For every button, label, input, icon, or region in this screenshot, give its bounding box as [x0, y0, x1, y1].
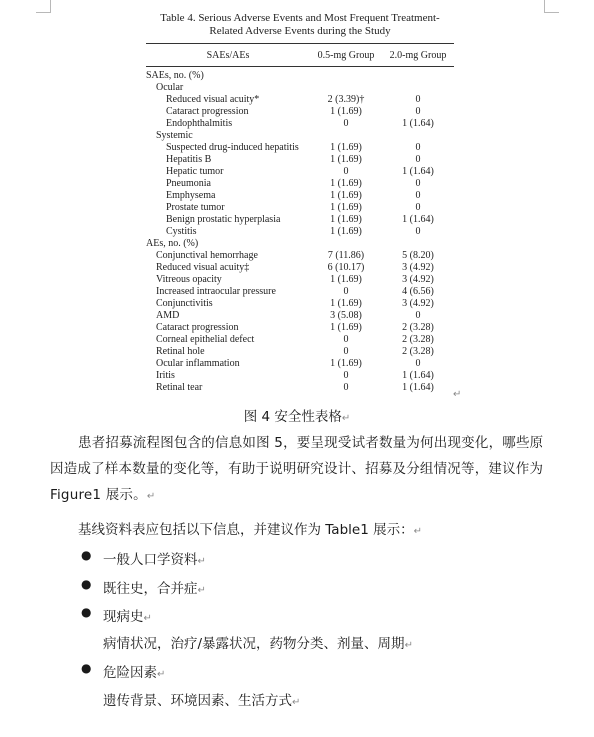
cell-2-0mg: 0	[415, 226, 421, 237]
row-label: Systemic	[156, 130, 193, 141]
cell-2-0mg: 2 (3.28)	[402, 334, 434, 345]
row-label: AEs, no. (%)	[146, 238, 199, 249]
cell-2-0mg: 5 (8.20)	[402, 250, 434, 261]
cell-0-5mg: 1 (1.69)	[330, 358, 362, 369]
cell-0-5mg: 1 (1.69)	[330, 274, 362, 285]
figure-caption-text: 图 4 安全性表格	[243, 409, 342, 425]
table-row	[146, 82, 454, 94]
bullet-icon: ●	[81, 661, 92, 675]
row-label: SAEs, no. (%)	[146, 70, 204, 81]
row-label: Suspected drug-induced hepatitis	[166, 142, 299, 153]
cell-0-5mg	[310, 70, 382, 82]
cell-0-5mg: 1 (1.69)	[330, 322, 362, 333]
paragraph-mark-icon: ↵	[453, 389, 462, 400]
cell-2-0mg: 2 (3.28)	[402, 322, 434, 333]
cell-2-0mg: 0	[415, 94, 421, 105]
cell-0-5mg: 1 (1.69)	[330, 142, 362, 153]
paragraph-baseline-text: 基线资料表应包括以下信息，并建议作为 Table1 展示：	[78, 522, 414, 538]
table-row	[146, 346, 454, 358]
paragraph-mark-icon: ↵	[413, 526, 422, 537]
cell-2-0mg: 3 (4.92)	[402, 274, 434, 285]
figure-caption	[0, 405, 594, 425]
cell-2-0mg: 0	[415, 154, 421, 165]
cell-0-5mg: 1 (1.69)	[330, 214, 362, 225]
table-row	[146, 358, 454, 370]
list-item-detail-text: 病情状况，治疗/暴露状况，药物分类、剂量、周期	[103, 636, 405, 652]
table-caption	[146, 12, 454, 38]
row-label: Conjunctivitis	[156, 298, 213, 309]
cell-0-5mg: 0	[343, 286, 349, 297]
table-row	[146, 154, 454, 166]
cell-2-0mg: 2 (3.28)	[402, 346, 434, 357]
row-label: Cystitis	[166, 226, 197, 237]
paragraph-mark-icon: ↵	[197, 585, 206, 596]
cell-2-0mg: 1 (1.64)	[402, 166, 434, 177]
paragraph-mark-icon: ↵	[404, 640, 413, 651]
cell-0-5mg: 6 (10.17)	[327, 262, 365, 273]
cell-0-5mg: 0	[343, 370, 349, 381]
paragraph-mark-icon: ↵	[197, 556, 206, 567]
header-cell-0-5mg: 0.5-mg Group	[317, 49, 375, 61]
table-row	[146, 298, 454, 310]
list-item-text: 一般人口学资料	[103, 552, 198, 568]
cell-2-0mg: 1 (1.64)	[402, 214, 434, 225]
row-label: Increased intraocular pressure	[156, 286, 276, 297]
paragraph-recruitment-text: 患者招募流程图包含的信息如图 5，要呈现受试者数量为何出现变化，哪些原因造成了样本数量的变化等，有助于说明研究设计、招募及分组情况等，建议作为 Figure1 展示。	[50, 435, 544, 503]
row-label: Conjunctival hemorrhage	[156, 250, 258, 261]
table-row	[146, 214, 454, 226]
table-row	[146, 70, 454, 82]
cell-2-0mg: 0	[415, 178, 421, 189]
cell-0-5mg: 0	[343, 346, 349, 357]
header-cell-saes-aes: SAEs/AEs	[206, 49, 250, 61]
table-row	[146, 190, 454, 202]
row-label: Benign prostatic hyperplasia	[166, 214, 281, 225]
paragraph-baseline	[78, 517, 578, 545]
row-label: Prostate tumor	[166, 202, 225, 213]
bullet-icon: ●	[81, 605, 92, 619]
cell-2-0mg	[382, 70, 454, 82]
cell-0-5mg: 1 (1.69)	[330, 202, 362, 213]
cell-2-0mg: 0	[415, 358, 421, 369]
list-item-text: 既往史，合并症	[103, 581, 198, 597]
row-label: Reduced visual acuity‡	[156, 262, 250, 273]
table-row	[146, 250, 454, 262]
table-row	[146, 274, 454, 286]
table-row	[146, 94, 454, 106]
cell-0-5mg: 1 (1.69)	[330, 178, 362, 189]
paragraph-mark-icon: ↵	[143, 613, 152, 624]
table-row	[146, 202, 454, 214]
cell-0-5mg: 3 (5.08)	[330, 310, 362, 321]
table-header-row	[146, 44, 454, 66]
cell-2-0mg: 1 (1.64)	[402, 382, 434, 393]
cell-2-0mg: 4 (6.56)	[402, 286, 434, 297]
table-row	[146, 382, 454, 394]
table-row	[146, 226, 454, 238]
cell-2-0mg: 0	[415, 202, 421, 213]
cell-2-0mg: 3 (4.92)	[402, 262, 434, 273]
table-row	[146, 322, 454, 334]
table-row	[146, 130, 454, 142]
paragraph-mark-icon: ↵	[341, 413, 351, 424]
table-caption-line-2: Related Adverse Events during the Study	[209, 25, 391, 37]
cell-0-5mg: 2 (3.39)†	[327, 94, 365, 105]
cell-2-0mg	[382, 82, 454, 94]
cell-2-0mg: 1 (1.64)	[402, 370, 434, 381]
cell-2-0mg	[382, 130, 454, 142]
paragraph-recruitment	[50, 430, 550, 510]
bullet-icon: ●	[81, 577, 92, 591]
table-row	[146, 118, 454, 130]
header-cell-2-0mg: 2.0-mg Group	[389, 49, 447, 61]
row-label: Vitreous opacity	[156, 274, 222, 285]
bullet-icon: ●	[81, 548, 92, 562]
cell-0-5mg: 1 (1.69)	[330, 106, 362, 117]
table-caption-line-1: Table 4. Serious Adverse Events and Most Frequent Treatment-	[160, 12, 440, 24]
table-row	[146, 370, 454, 382]
cell-0-5mg: 1 (1.69)	[330, 226, 362, 237]
row-label: Cataract progression	[166, 106, 249, 117]
paragraph-mark-icon: ↵	[146, 491, 156, 502]
table-row	[146, 310, 454, 322]
cell-0-5mg: 0	[343, 334, 349, 345]
cell-0-5mg: 0	[343, 166, 349, 177]
table-row	[146, 334, 454, 346]
cell-0-5mg: 1 (1.69)	[330, 190, 362, 201]
list-item-text: 现病史	[103, 609, 144, 625]
paragraph-mark-icon: ↵	[157, 669, 166, 680]
row-label: Retinal hole	[156, 346, 205, 357]
table-body	[146, 67, 454, 394]
table-row	[146, 142, 454, 154]
cell-2-0mg: 0	[415, 142, 421, 153]
table-figure	[146, 12, 454, 394]
row-label: Endophthalmitis	[166, 118, 233, 129]
list-item-text: 危险因素	[103, 665, 157, 681]
cell-0-5mg: 7 (11.86)	[327, 250, 365, 261]
table-row	[146, 238, 454, 250]
cell-2-0mg: 3 (4.92)	[402, 298, 434, 309]
row-label: Hepatic tumor	[166, 166, 224, 177]
cell-0-5mg	[310, 130, 382, 142]
row-label: Emphysema	[166, 190, 216, 201]
row-label: AMD	[156, 310, 180, 321]
list-item-detail	[103, 632, 413, 652]
cell-2-0mg	[382, 238, 454, 250]
cell-2-0mg: 0	[415, 106, 421, 117]
row-label: Ocular	[156, 82, 184, 93]
cell-2-0mg: 0	[415, 310, 421, 321]
row-label: Reduced visual acuity*	[166, 94, 260, 105]
cell-0-5mg: 0	[343, 118, 349, 129]
list-item-detail	[103, 689, 300, 709]
crop-mark-top-left	[36, 0, 51, 13]
paragraph-mark-icon: ↵	[292, 697, 301, 708]
table-row	[146, 286, 454, 298]
cell-0-5mg	[310, 82, 382, 94]
cell-0-5mg: 0	[343, 382, 349, 393]
crop-mark-top-right	[544, 0, 559, 13]
list-item-detail-text: 遗传背景、环境因素、生活方式	[103, 693, 292, 709]
cell-0-5mg: 1 (1.69)	[330, 298, 362, 309]
row-label: Hepatitis B	[166, 154, 212, 165]
row-label: Corneal epithelial defect	[156, 334, 255, 345]
table-row	[146, 178, 454, 190]
table-row	[146, 166, 454, 178]
cell-0-5mg: 1 (1.69)	[330, 154, 362, 165]
table-row	[146, 106, 454, 118]
cell-2-0mg: 0	[415, 190, 421, 201]
row-label: Cataract progression	[156, 322, 239, 333]
row-label: Ocular inflammation	[156, 358, 240, 369]
cell-0-5mg	[310, 238, 382, 250]
row-label: Iritis	[156, 370, 175, 381]
table-row	[146, 262, 454, 274]
row-label: Pneumonia	[166, 178, 211, 189]
row-label: Retinal tear	[156, 382, 203, 393]
cell-2-0mg: 1 (1.64)	[402, 118, 434, 129]
